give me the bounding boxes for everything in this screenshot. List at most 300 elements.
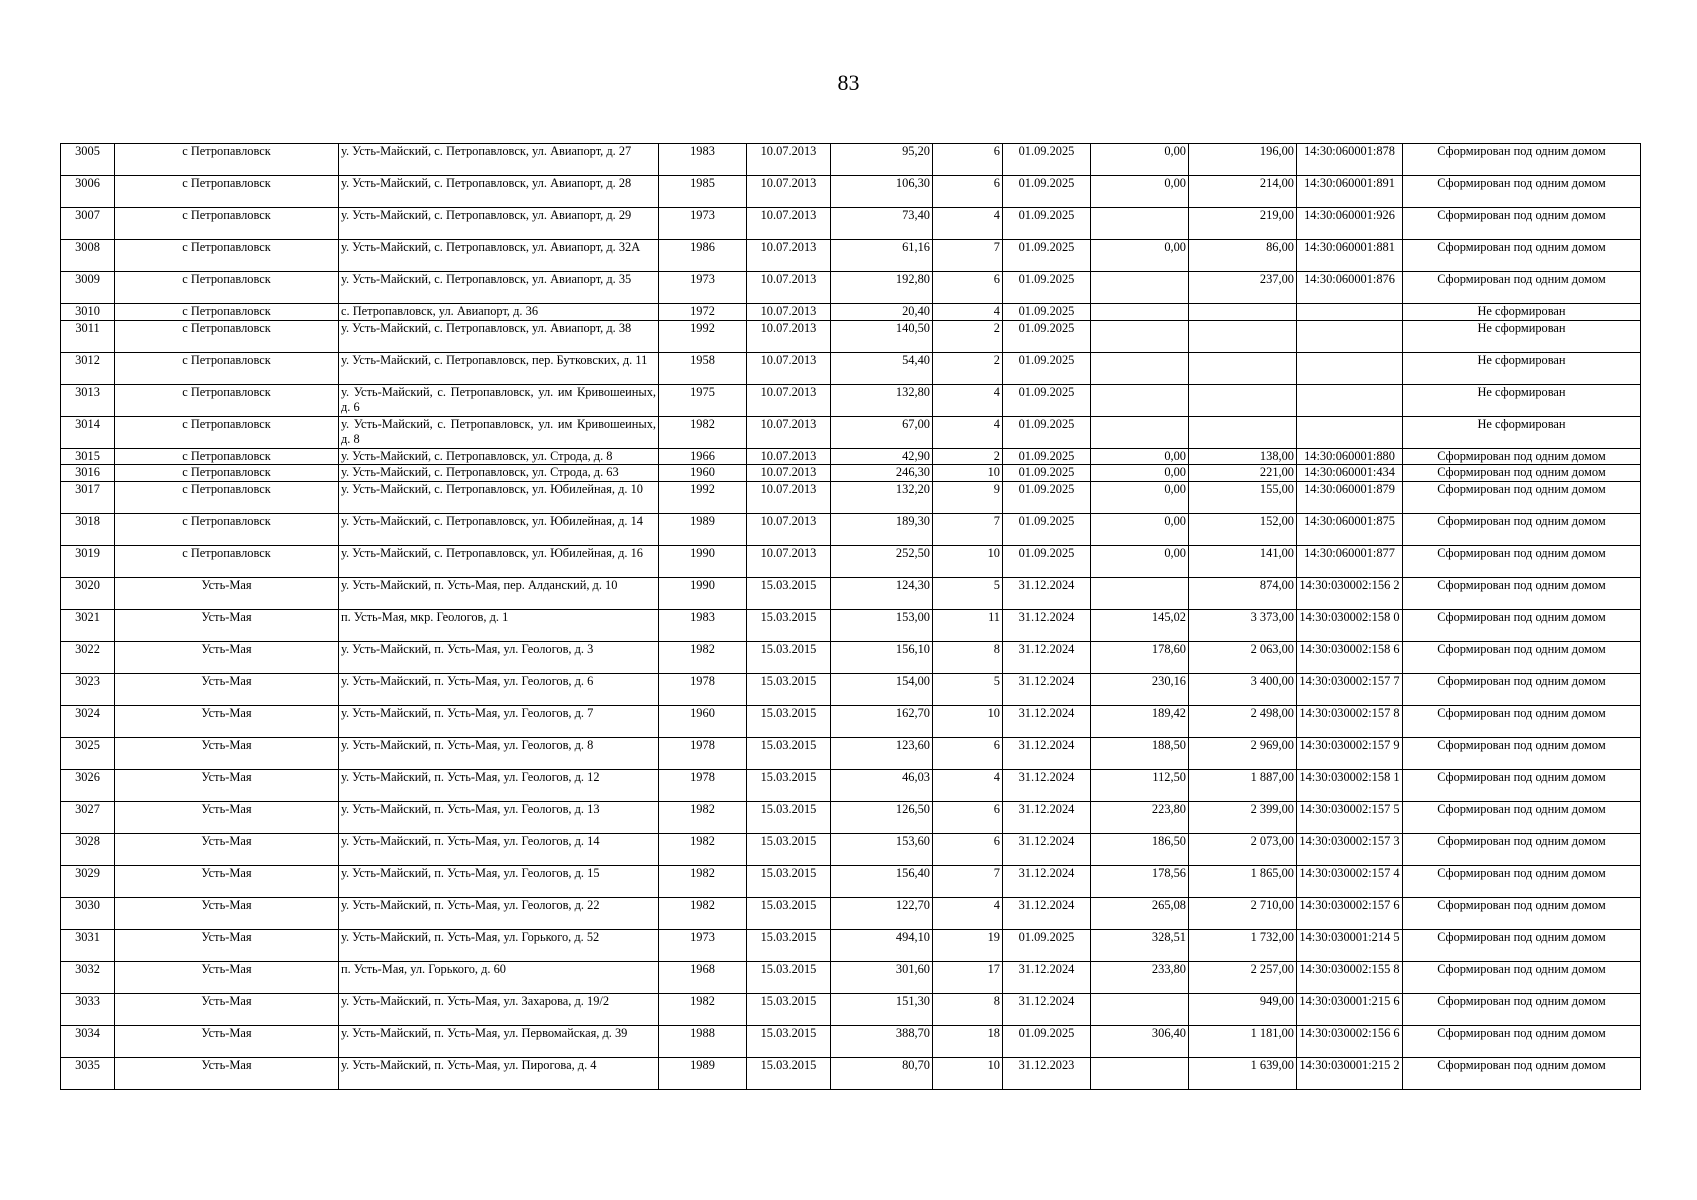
status-cell: Сформирован под одним домом	[1403, 897, 1641, 929]
value1-cell: 178,60	[1091, 641, 1189, 673]
row-number: 3014	[61, 416, 115, 448]
status-cell: Сформирован под одним домом	[1403, 769, 1641, 801]
deadline-cell: 31.12.2024	[1003, 769, 1091, 801]
settlement-cell: Усть-Мая	[115, 833, 339, 865]
deadline-cell: 01.09.2025	[1003, 208, 1091, 240]
date-cell: 10.07.2013	[747, 465, 831, 482]
year-cell: 1975	[659, 384, 747, 416]
area-cell: 162,70	[831, 705, 933, 737]
value2-cell: 874,00	[1189, 577, 1297, 609]
cadastral-number-cell	[1297, 352, 1403, 384]
cadastral-number-cell	[1297, 304, 1403, 321]
deadline-cell: 01.09.2025	[1003, 176, 1091, 208]
value2-cell: 2 498,00	[1189, 705, 1297, 737]
value1-cell: 188,50	[1091, 737, 1189, 769]
row-number: 3013	[61, 384, 115, 416]
status-cell: Сформирован под одним домом	[1403, 673, 1641, 705]
table-row	[61, 801, 1641, 833]
year-cell: 1968	[659, 961, 747, 993]
value2-cell: 152,00	[1189, 513, 1297, 545]
value2-cell: 1 181,00	[1189, 1025, 1297, 1057]
status-cell: Не сформирован	[1403, 320, 1641, 352]
status-cell: Не сформирован	[1403, 384, 1641, 416]
value2-cell	[1189, 320, 1297, 352]
date-cell: 15.03.2015	[747, 929, 831, 961]
value2-cell: 2 710,00	[1189, 897, 1297, 929]
date-cell: 15.03.2015	[747, 577, 831, 609]
status-cell: Сформирован под одним домом	[1403, 272, 1641, 304]
value1-cell	[1091, 993, 1189, 1025]
status-cell: Сформирован под одним домом	[1403, 448, 1641, 465]
count-cell: 10	[933, 465, 1003, 482]
deadline-cell: 01.09.2025	[1003, 144, 1091, 176]
cadastral-number-cell: 14:30:030001:214 5	[1297, 929, 1403, 961]
area-cell: 388,70	[831, 1025, 933, 1057]
deadline-cell: 31.12.2023	[1003, 1057, 1091, 1089]
value2-cell	[1189, 384, 1297, 416]
value1-cell: 328,51	[1091, 929, 1189, 961]
row-number: 3029	[61, 865, 115, 897]
address-cell: у. Усть-Майский, п. Усть-Мая, ул. Горького, д. 52	[339, 929, 659, 961]
cadastral-number-cell: 14:30:060001:881	[1297, 240, 1403, 272]
date-cell: 15.03.2015	[747, 801, 831, 833]
value1-cell	[1091, 304, 1189, 321]
cadastral-number-cell: 14:30:060001:879	[1297, 481, 1403, 513]
year-cell: 1988	[659, 1025, 747, 1057]
value1-cell	[1091, 352, 1189, 384]
table-row	[61, 448, 1641, 465]
date-cell: 15.03.2015	[747, 897, 831, 929]
year-cell: 1983	[659, 609, 747, 641]
status-cell: Сформирован под одним домом	[1403, 513, 1641, 545]
cadastral-number-cell: 14:30:030002:157 8	[1297, 705, 1403, 737]
date-cell: 15.03.2015	[747, 769, 831, 801]
date-cell: 10.07.2013	[747, 144, 831, 176]
table-row	[61, 1025, 1641, 1057]
date-cell: 10.07.2013	[747, 545, 831, 577]
address-cell: у. Усть-Майский, с. Петропавловск, ул. им Кривошеиных, д. 6	[339, 384, 659, 416]
table-row	[61, 240, 1641, 272]
count-cell: 4	[933, 304, 1003, 321]
settlement-cell: с Петропавловск	[115, 272, 339, 304]
value1-cell: 186,50	[1091, 833, 1189, 865]
address-cell: у. Усть-Майский, с. Петропавловск, ул. Юбилейная, д. 14	[339, 513, 659, 545]
year-cell: 1958	[659, 352, 747, 384]
row-number: 3020	[61, 577, 115, 609]
status-cell: Сформирован под одним домом	[1403, 609, 1641, 641]
value1-cell: 0,00	[1091, 176, 1189, 208]
value2-cell: 214,00	[1189, 176, 1297, 208]
value2-cell	[1189, 416, 1297, 448]
value2-cell: 219,00	[1189, 208, 1297, 240]
address-cell: у. Усть-Майский, с. Петропавловск, ул. Авиапорт, д. 35	[339, 272, 659, 304]
value1-cell	[1091, 577, 1189, 609]
row-number: 3023	[61, 673, 115, 705]
area-cell: 106,30	[831, 176, 933, 208]
address-cell: у. Усть-Майский, с. Петропавловск, ул. им Кривошеиных, д. 8	[339, 416, 659, 448]
value2-cell: 1 639,00	[1189, 1057, 1297, 1089]
cadastral-number-cell: 14:30:030002:158 0	[1297, 609, 1403, 641]
table-row	[61, 176, 1641, 208]
year-cell: 1982	[659, 416, 747, 448]
year-cell: 1982	[659, 993, 747, 1025]
area-cell: 122,70	[831, 897, 933, 929]
settlement-cell: с Петропавловск	[115, 208, 339, 240]
cadastral-number-cell: 14:30:030001:215 2	[1297, 1057, 1403, 1089]
status-cell: Сформирован под одним домом	[1403, 865, 1641, 897]
row-number: 3024	[61, 705, 115, 737]
deadline-cell: 31.12.2024	[1003, 577, 1091, 609]
settlement-cell: Усть-Мая	[115, 865, 339, 897]
count-cell: 9	[933, 481, 1003, 513]
row-number: 3005	[61, 144, 115, 176]
settlement-cell: Усть-Мая	[115, 801, 339, 833]
status-cell: Сформирован под одним домом	[1403, 929, 1641, 961]
value2-cell: 1 732,00	[1189, 929, 1297, 961]
deadline-cell: 31.12.2024	[1003, 609, 1091, 641]
cadastral-number-cell: 14:30:030002:157 3	[1297, 833, 1403, 865]
deadline-cell: 01.09.2025	[1003, 1025, 1091, 1057]
row-number: 3011	[61, 320, 115, 352]
deadline-cell: 31.12.2024	[1003, 865, 1091, 897]
date-cell: 10.07.2013	[747, 481, 831, 513]
area-cell: 67,00	[831, 416, 933, 448]
cadastral-number-cell	[1297, 416, 1403, 448]
address-cell: у. Усть-Майский, п. Усть-Мая, ул. Пирогова, д. 4	[339, 1057, 659, 1089]
year-cell: 1990	[659, 545, 747, 577]
date-cell: 10.07.2013	[747, 513, 831, 545]
address-cell: у. Усть-Майский, с. Петропавловск, ул. Авиапорт, д. 38	[339, 320, 659, 352]
year-cell: 1966	[659, 448, 747, 465]
value1-cell	[1091, 208, 1189, 240]
value1-cell	[1091, 320, 1189, 352]
address-cell: у. Усть-Майский, п. Усть-Мая, ул. Геологов, д. 8	[339, 737, 659, 769]
address-cell: у. Усть-Майский, п. Усть-Мая, ул. Геологов, д. 7	[339, 705, 659, 737]
area-cell: 154,00	[831, 673, 933, 705]
settlement-cell: Усть-Мая	[115, 1057, 339, 1089]
area-cell: 124,30	[831, 577, 933, 609]
settlement-cell: Усть-Мая	[115, 609, 339, 641]
status-cell: Сформирован под одним домом	[1403, 833, 1641, 865]
housing-registry-table	[60, 143, 1641, 1090]
table-row	[61, 705, 1641, 737]
status-cell: Сформирован под одним домом	[1403, 176, 1641, 208]
cadastral-number-cell: 14:30:060001:891	[1297, 176, 1403, 208]
cadastral-number-cell: 14:30:030002:158 1	[1297, 769, 1403, 801]
row-number: 3021	[61, 609, 115, 641]
count-cell: 11	[933, 609, 1003, 641]
row-number: 3017	[61, 481, 115, 513]
address-cell: у. Усть-Майский, с. Петропавловск, ул. Юбилейная, д. 10	[339, 481, 659, 513]
cadastral-number-cell: 14:30:030002:157 5	[1297, 801, 1403, 833]
table-row	[61, 144, 1641, 176]
count-cell: 2	[933, 320, 1003, 352]
table-row	[61, 304, 1641, 321]
address-cell: у. Усть-Майский, п. Усть-Мая, ул. Геологов, д. 3	[339, 641, 659, 673]
deadline-cell: 01.09.2025	[1003, 465, 1091, 482]
value1-cell: 233,80	[1091, 961, 1189, 993]
date-cell: 10.07.2013	[747, 384, 831, 416]
value2-cell: 141,00	[1189, 545, 1297, 577]
date-cell: 15.03.2015	[747, 705, 831, 737]
cadastral-number-cell	[1297, 320, 1403, 352]
settlement-cell: Усть-Мая	[115, 769, 339, 801]
cadastral-number-cell: 14:30:060001:875	[1297, 513, 1403, 545]
count-cell: 2	[933, 448, 1003, 465]
value1-cell: 0,00	[1091, 545, 1189, 577]
row-number: 3030	[61, 897, 115, 929]
table-row	[61, 416, 1641, 448]
year-cell: 1982	[659, 801, 747, 833]
year-cell: 1990	[659, 577, 747, 609]
cadastral-number-cell: 14:30:030002:157 6	[1297, 897, 1403, 929]
cadastral-number-cell: 14:30:030002:158 6	[1297, 641, 1403, 673]
page-number: 83	[837, 70, 860, 95]
row-number: 3026	[61, 769, 115, 801]
deadline-cell: 01.09.2025	[1003, 929, 1091, 961]
status-cell: Сформирован под одним домом	[1403, 208, 1641, 240]
year-cell: 1983	[659, 144, 747, 176]
table-row	[61, 737, 1641, 769]
value2-cell: 2 073,00	[1189, 833, 1297, 865]
date-cell: 15.03.2015	[747, 1057, 831, 1089]
deadline-cell: 01.09.2025	[1003, 320, 1091, 352]
status-cell: Сформирован под одним домом	[1403, 705, 1641, 737]
table-row	[61, 545, 1641, 577]
cadastral-number-cell: 14:30:060001:926	[1297, 208, 1403, 240]
cadastral-number-cell	[1297, 384, 1403, 416]
settlement-cell: с Петропавловск	[115, 416, 339, 448]
date-cell: 15.03.2015	[747, 641, 831, 673]
cadastral-number-cell: 14:30:060001:876	[1297, 272, 1403, 304]
date-cell: 15.03.2015	[747, 865, 831, 897]
settlement-cell: с Петропавловск	[115, 176, 339, 208]
settlement-cell: с Петропавловск	[115, 513, 339, 545]
address-cell: у. Усть-Майский, п. Усть-Мая, ул. Захарова, д. 19/2	[339, 993, 659, 1025]
area-cell: 151,30	[831, 993, 933, 1025]
table-row	[61, 1057, 1641, 1089]
row-number: 3022	[61, 641, 115, 673]
deadline-cell: 01.09.2025	[1003, 416, 1091, 448]
address-cell: у. Усть-Майский, п. Усть-Мая, ул. Геологов, д. 22	[339, 897, 659, 929]
value2-cell: 138,00	[1189, 448, 1297, 465]
status-cell: Не сформирован	[1403, 352, 1641, 384]
area-cell: 156,40	[831, 865, 933, 897]
address-cell: у. Усть-Майский, с. Петропавловск, ул. Авиапорт, д. 28	[339, 176, 659, 208]
date-cell: 15.03.2015	[747, 609, 831, 641]
table-row	[61, 272, 1641, 304]
area-cell: 140,50	[831, 320, 933, 352]
status-cell: Сформирован под одним домом	[1403, 481, 1641, 513]
value2-cell: 1 887,00	[1189, 769, 1297, 801]
cadastral-number-cell: 14:30:030002:157 4	[1297, 865, 1403, 897]
count-cell: 17	[933, 961, 1003, 993]
settlement-cell: с Петропавловск	[115, 352, 339, 384]
settlement-cell: с Петропавловск	[115, 384, 339, 416]
year-cell: 1972	[659, 304, 747, 321]
count-cell: 5	[933, 673, 1003, 705]
value1-cell	[1091, 1057, 1189, 1089]
table-row	[61, 897, 1641, 929]
address-cell: у. Усть-Майский, с. Петропавловск, пер. Бутковских, д. 11	[339, 352, 659, 384]
area-cell: 192,80	[831, 272, 933, 304]
area-cell: 95,20	[831, 144, 933, 176]
row-number: 3008	[61, 240, 115, 272]
status-cell: Сформирован под одним домом	[1403, 1057, 1641, 1089]
value2-cell: 3 373,00	[1189, 609, 1297, 641]
table-row	[61, 320, 1641, 352]
count-cell: 5	[933, 577, 1003, 609]
status-cell: Сформирован под одним домом	[1403, 737, 1641, 769]
date-cell: 10.07.2013	[747, 304, 831, 321]
area-cell: 494,10	[831, 929, 933, 961]
value2-cell: 155,00	[1189, 481, 1297, 513]
deadline-cell: 31.12.2024	[1003, 801, 1091, 833]
count-cell: 10	[933, 1057, 1003, 1089]
deadline-cell: 01.09.2025	[1003, 448, 1091, 465]
cadastral-number-cell: 14:30:030002:156 2	[1297, 577, 1403, 609]
date-cell: 10.07.2013	[747, 448, 831, 465]
settlement-cell: Усть-Мая	[115, 641, 339, 673]
table-row	[61, 384, 1641, 416]
year-cell: 1982	[659, 897, 747, 929]
address-cell: у. Усть-Майский, с. Петропавловск, ул. Строда, д. 8	[339, 448, 659, 465]
value2-cell: 221,00	[1189, 465, 1297, 482]
settlement-cell: с Петропавловск	[115, 240, 339, 272]
date-cell: 10.07.2013	[747, 320, 831, 352]
year-cell: 1978	[659, 737, 747, 769]
value2-cell: 86,00	[1189, 240, 1297, 272]
table-row	[61, 352, 1641, 384]
address-cell: у. Усть-Майский, с. Петропавловск, ул. Юбилейная, д. 16	[339, 545, 659, 577]
table-row	[61, 833, 1641, 865]
count-cell: 6	[933, 176, 1003, 208]
deadline-cell: 01.09.2025	[1003, 545, 1091, 577]
date-cell: 10.07.2013	[747, 416, 831, 448]
settlement-cell: с Петропавловск	[115, 465, 339, 482]
deadline-cell: 01.09.2025	[1003, 352, 1091, 384]
cadastral-number-cell: 14:30:030002:156 6	[1297, 1025, 1403, 1057]
value1-cell: 145,02	[1091, 609, 1189, 641]
value2-cell: 1 865,00	[1189, 865, 1297, 897]
count-cell: 6	[933, 801, 1003, 833]
value1-cell: 0,00	[1091, 481, 1189, 513]
area-cell: 156,10	[831, 641, 933, 673]
settlement-cell: с Петропавловск	[115, 545, 339, 577]
address-cell: у. Усть-Майский, п. Усть-Мая, ул. Геологов, д. 14	[339, 833, 659, 865]
settlement-cell: Усть-Мая	[115, 705, 339, 737]
value1-cell: 189,42	[1091, 705, 1189, 737]
status-cell: Сформирован под одним домом	[1403, 144, 1641, 176]
row-number: 3032	[61, 961, 115, 993]
cadastral-number-cell: 14:30:060001:880	[1297, 448, 1403, 465]
table-row	[61, 769, 1641, 801]
area-cell: 252,50	[831, 545, 933, 577]
value1-cell: 265,08	[1091, 897, 1189, 929]
row-number: 3027	[61, 801, 115, 833]
address-cell: у. Усть-Майский, с. Петропавловск, ул. Строда, д. 63	[339, 465, 659, 482]
area-cell: 189,30	[831, 513, 933, 545]
year-cell: 1989	[659, 513, 747, 545]
address-cell: у. Усть-Майский, с. Петропавловск, ул. Авиапорт, д. 29	[339, 208, 659, 240]
date-cell: 15.03.2015	[747, 833, 831, 865]
year-cell: 1978	[659, 673, 747, 705]
settlement-cell: с Петропавловск	[115, 144, 339, 176]
year-cell: 1960	[659, 465, 747, 482]
date-cell: 15.03.2015	[747, 1025, 831, 1057]
deadline-cell: 31.12.2024	[1003, 673, 1091, 705]
cadastral-number-cell: 14:30:030002:157 9	[1297, 737, 1403, 769]
deadline-cell: 01.09.2025	[1003, 481, 1091, 513]
date-cell: 10.07.2013	[747, 272, 831, 304]
table-row	[61, 513, 1641, 545]
value1-cell: 230,16	[1091, 673, 1189, 705]
value1-cell: 112,50	[1091, 769, 1189, 801]
row-number: 3031	[61, 929, 115, 961]
address-cell: у. Усть-Майский, п. Усть-Мая, пер. Алданский, д. 10	[339, 577, 659, 609]
row-number: 3028	[61, 833, 115, 865]
area-cell: 132,20	[831, 481, 933, 513]
cadastral-number-cell: 14:30:030002:155 8	[1297, 961, 1403, 993]
deadline-cell: 31.12.2024	[1003, 833, 1091, 865]
table-row	[61, 465, 1641, 482]
date-cell: 10.07.2013	[747, 176, 831, 208]
status-cell: Сформирован под одним домом	[1403, 993, 1641, 1025]
address-cell: у. Усть-Майский, с. Петропавловск, ул. Авиапорт, д. 32А	[339, 240, 659, 272]
address-cell: с. Петропавловск, ул. Авиапорт, д. 36	[339, 304, 659, 321]
status-cell: Не сформирован	[1403, 304, 1641, 321]
settlement-cell: Усть-Мая	[115, 961, 339, 993]
table-row	[61, 609, 1641, 641]
row-number: 3019	[61, 545, 115, 577]
area-cell: 153,60	[831, 833, 933, 865]
count-cell: 19	[933, 929, 1003, 961]
settlement-cell: Усть-Мая	[115, 897, 339, 929]
count-cell: 4	[933, 416, 1003, 448]
value2-cell: 196,00	[1189, 144, 1297, 176]
row-number: 3018	[61, 513, 115, 545]
year-cell: 1989	[659, 1057, 747, 1089]
area-cell: 301,60	[831, 961, 933, 993]
value1-cell: 0,00	[1091, 513, 1189, 545]
table-row	[61, 961, 1641, 993]
table-row	[61, 993, 1641, 1025]
status-cell: Сформирован под одним домом	[1403, 641, 1641, 673]
address-cell: у. Усть-Майский, с. Петропавловск, ул. Авиапорт, д. 27	[339, 144, 659, 176]
status-cell: Сформирован под одним домом	[1403, 465, 1641, 482]
count-cell: 6	[933, 272, 1003, 304]
deadline-cell: 31.12.2024	[1003, 737, 1091, 769]
date-cell: 15.03.2015	[747, 961, 831, 993]
settlement-cell: Усть-Мая	[115, 737, 339, 769]
year-cell: 1985	[659, 176, 747, 208]
area-cell: 73,40	[831, 208, 933, 240]
count-cell: 6	[933, 833, 1003, 865]
status-cell: Сформирован под одним домом	[1403, 545, 1641, 577]
table-row	[61, 865, 1641, 897]
date-cell: 10.07.2013	[747, 240, 831, 272]
row-number: 3007	[61, 208, 115, 240]
value1-cell: 306,40	[1091, 1025, 1189, 1057]
address-cell: у. Усть-Майский, п. Усть-Мая, ул. Первомайская, д. 39	[339, 1025, 659, 1057]
address-cell: у. Усть-Майский, п. Усть-Мая, ул. Геологов, д. 15	[339, 865, 659, 897]
status-cell: Сформирован под одним домом	[1403, 961, 1641, 993]
area-cell: 123,60	[831, 737, 933, 769]
cadastral-number-cell: 14:30:030002:157 7	[1297, 673, 1403, 705]
area-cell: 61,16	[831, 240, 933, 272]
deadline-cell: 31.12.2024	[1003, 993, 1091, 1025]
date-cell: 10.07.2013	[747, 352, 831, 384]
